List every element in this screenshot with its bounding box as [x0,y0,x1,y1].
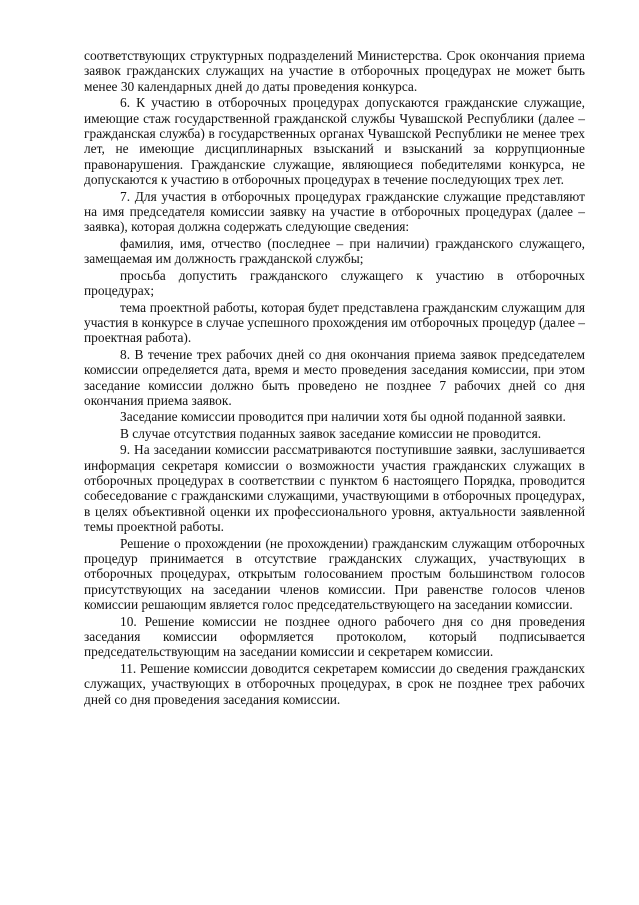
paragraph-item-10: 10. Решение комиссии не позднее одного рабочего дня со дня проведения заседания комиссии оформляется протоколом, который подписывается председательствующим на заседании комиссии и секретарем комиссии. [84,613,585,660]
paragraph-item-6: 6. К участию в отборочных процедурах допускаются гражданские служащие, имеющие стаж государственной гражданской службы Чувашской Республики (далее – гражданская служба) в государственных органах Чувашской Республики не менее трех лет, не имеющие дисциплинарных взысканий и взысканий за коррупционные правонарушения. Гражданские служащие, являющиеся победителями конкурса, не допускаются к участию в отборочных процедурах в течение последующих трех лет. [84,95,585,188]
paragraph-item-7-request: просьба допустить гражданского служащего к участию в отборочных процедурах; [84,267,585,299]
paragraph-continuation: соответствующих структурных подразделений Министерства. Срок окончания приема заявок гражданских служащих на участие в отборочных процедурах не может быть менее 30 календарных дней до даты проведения конкурса. [84,48,585,94]
paragraph-item-11: 11. Решение комиссии доводится секретарем комиссии до сведения гражданских служащих, участвующих в отборочных процедурах, в срок не позднее трех рабочих дней со дня проведения заседания комиссии. [84,660,585,707]
paragraph-item-7: 7. Для участия в отборочных процедурах гражданские служащие представляют на имя председателя комиссии заявку на участие в отборочных процедурах (далее – заявка), которая должна содержать следующие сведения: [84,188,585,235]
paragraph-item-9: 9. На заседании комиссии рассматриваются поступившие заявки, заслушивается информация секретаря комиссии о возможности участия гражданских служащих в отборочных процедурах в соответствии с пунктом 6 настоящего Порядка, проводится собеседование с гражданскими служащими, участвующими в отборочных процедурах, в целях объективной оценки их профессионального уровня, актуальности заявленной темы проектной работы. [84,442,585,535]
paragraph-item-8-quorum: Заседание комиссии проводится при наличии хотя бы одной поданной заявки. [120,409,566,425]
paragraph-item-7-fio: фамилия, имя, отчество (последнее – при наличии) гражданского служащего, замещаемая им должность гражданской службы; [84,235,585,267]
paragraph-item-9-decision: Решение о прохождении (не прохождении) гражданским служащим отборочных процедур принимается в отсутствие гражданских служащих, участвующих в отборочных процедурах, открытым голосованием простым большинством голосов присутствующих на заседании членов комиссии. При равенстве голосов членов комиссии решающим является голос председательствующего на заседании комиссии. [84,535,585,613]
document-body [84,48,585,708]
paragraph-item-8: 8. В течение трех рабочих дней со дня окончания приема заявок председателем комиссии определяется дата, время и место проведения заседания комиссии, при этом заседание комиссии должно быть проведено не позднее 7 рабочих дней со дня окончания приема заявок. [84,346,585,408]
paragraph-item-8-no-applications: В случае отсутствия поданных заявок заседание комиссии не проводится. [120,425,542,441]
paragraph-item-7-topic: тема проектной работы, которая будет представлена гражданским служащим для участия в конкурсе в случае успешного прохождения им отборочных процедур (далее – проектная работа). [84,299,585,346]
